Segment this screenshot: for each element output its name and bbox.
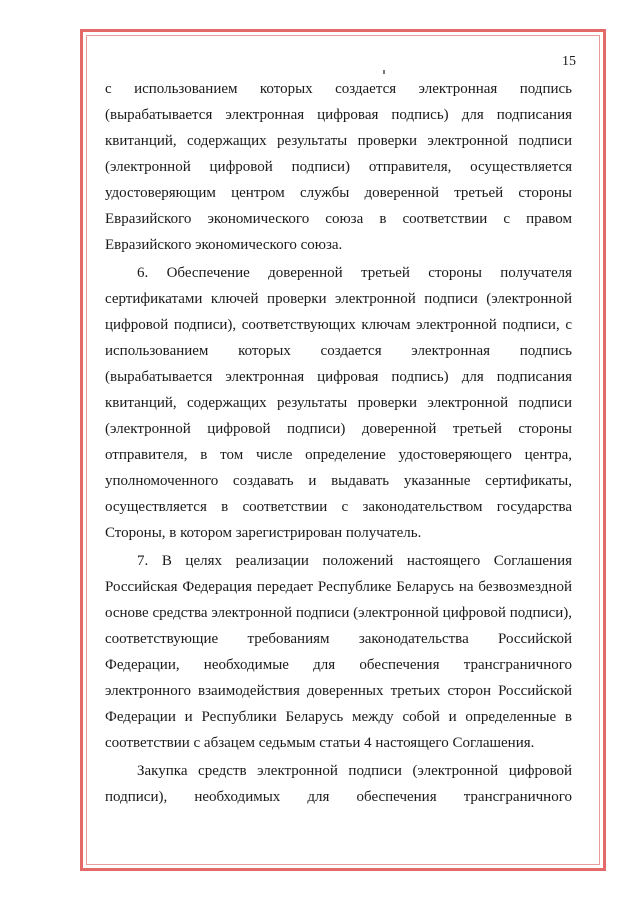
paragraph-item-6: 6. Обеспечение доверенной третьей стороны получателя сертификатами ключей проверки электронной подписи (электронной цифровой подписи), соответствующих ключам электронной подписи, с использованием которых создается электронная подпись (вырабатывается электронная цифровая подпись) для подписания квитанций, содержащих результаты проверки электронной подписи (электронной цифровой подписи) доверенной третьей стороны отправителя, в том числе определение удостоверяющего центра, уполномоченного создавать и выдавать указанные сертификаты, осуществляется в соответствии с законодательством государства Стороны, в котором зарегистрирован получатель. <box>105 265 572 541</box>
paragraph-procurement: Закупка средств электронной подписи (электронной цифровой подписи), необходимых для обеспечения трансграничного <box>105 763 572 805</box>
paragraph-continuation: с использованием которых создается электронная подпись (вырабатывается электронная цифровая подпись) для подписания квитанций, содержащих результаты проверки электронной подписи (электронной цифровой подписи) отправителя, осуществляется удостоверяющим центром службы доверенной третьей стороны Евразийского экономического союза в соответствии с правом Евразийского экономического союза. <box>105 81 572 253</box>
document-body <box>105 76 572 810</box>
scan-mark <box>383 70 385 74</box>
page-number: 15 <box>562 54 576 69</box>
paragraph-item-7: 7. В целях реализации положений настоящего Соглашения Российская Федерация передает Республике Беларусь на безвозмездной основе средства электронной подписи (электронной цифровой подписи), соответствующие требованиям законодательства Российской Федерации, необходимые для обеспечения трансграничного электронного взаимодействия доверенных третьих сторон Российской Федерации и Республики Беларусь между собой и определенные в соответствии с абзацем седьмым статьи 4 настоящего Соглашения. <box>105 553 572 751</box>
